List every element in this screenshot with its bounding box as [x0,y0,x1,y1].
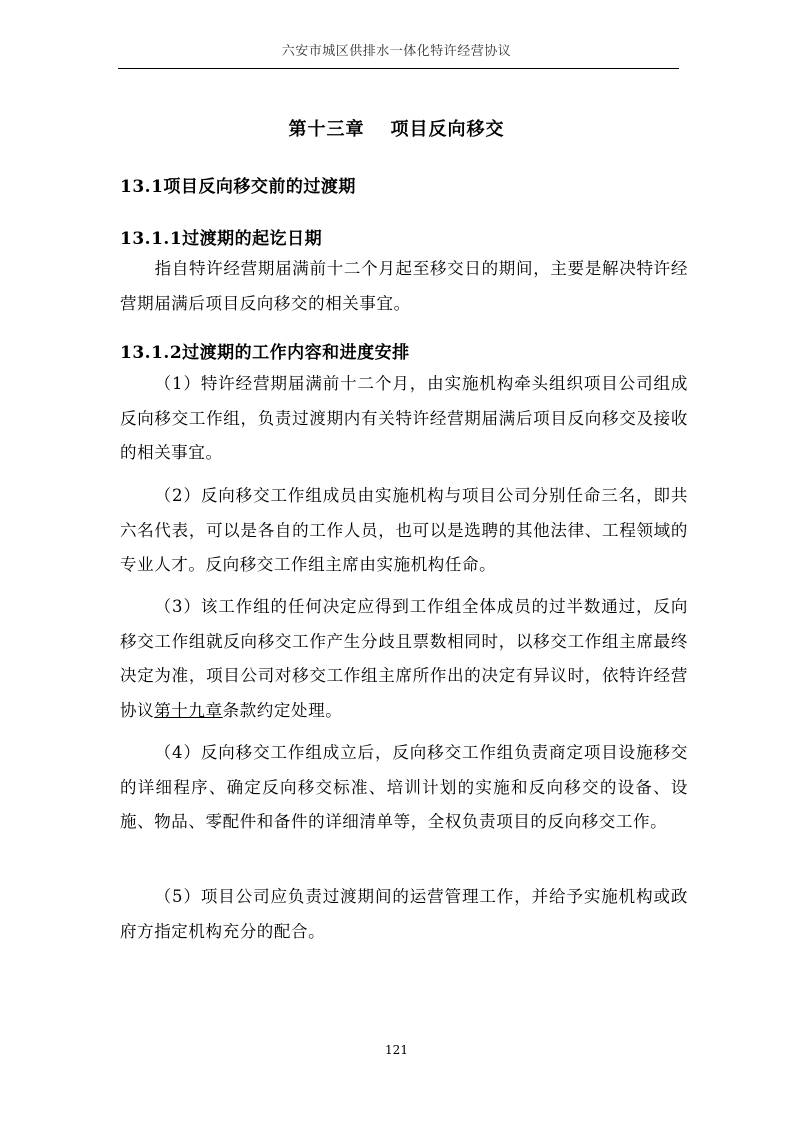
section-number: 13.1.2 [120,343,183,363]
paragraph-item-2: （2）反向移交工作组成员由实施机构与项目公司分别任命三名，即共六名代表，可以是各自的工作人员，也可以是选聘的其他法律、工程领域的专业人才。反向移交工作组主席由实施机构任命。 [120,486,688,574]
header-rule [118,68,679,69]
chapter-title [0,115,793,141]
section-title: 过渡期的工作内容和进度安排 [182,343,410,363]
chapter-reference-link[interactable]: 第十九章 [154,700,223,720]
paragraph-text: 条款约定处理。 [222,700,343,720]
section-title: 过渡期的起讫日期 [182,229,323,249]
section-number: 13.1.1 [120,229,183,249]
section-title: 项目反向移交前的过渡期 [163,177,356,197]
paragraph-item-1: （1）特许经营期届满前十二个月，由实施机构牵头组织项目公司组成反向移交工作组，负责过渡期内有关特许经营期届满后项目反向移交及接收的相关事宜。 [120,374,688,462]
section-number: 13.1 [120,177,164,197]
chapter-label: 第十三章 [288,119,365,140]
paragraph-text: （3）该工作组的任何决定应得到工作组全体成员的过半数通过，反向移交工作组就反向移交工作产生分歧且票数相同时，以移交工作组主席最终决定为准，项目公司对移交工作组主席所作出的决定有异议时，依特许经营协议 [120,597,688,720]
page-number: 121 [385,1043,408,1057]
paragraph-item-5: （5）项目公司应负责过渡期间的运营管理工作，并给予实施机构或政府方指定机构充分的配合。 [120,887,688,941]
section-heading-13-1-1 [120,224,322,249]
section-heading-13-1-2 [120,338,410,363]
paragraph-transition-period: 指自特许经营期届满前十二个月起至移交日的期间，主要是解决特许经营期届满后项目反向移交的相关事宜。 [120,259,688,313]
chapter-name: 项目反向移交 [390,119,505,140]
paragraph-item-4: （4）反向移交工作组成立后，反向移交工作组负责商定项目设施移交的详细程序、确定反向移交标准、培训计划的实施和反向移交的设备、设施、物品、零配件和备件的详细清单等，全权负责项目的反向移交工作。 [120,743,688,831]
running-header: 六安市城区供排水一体化特许经营协议 [281,44,512,59]
paragraph-item-3 [120,590,688,728]
section-heading-13-1 [120,172,356,197]
